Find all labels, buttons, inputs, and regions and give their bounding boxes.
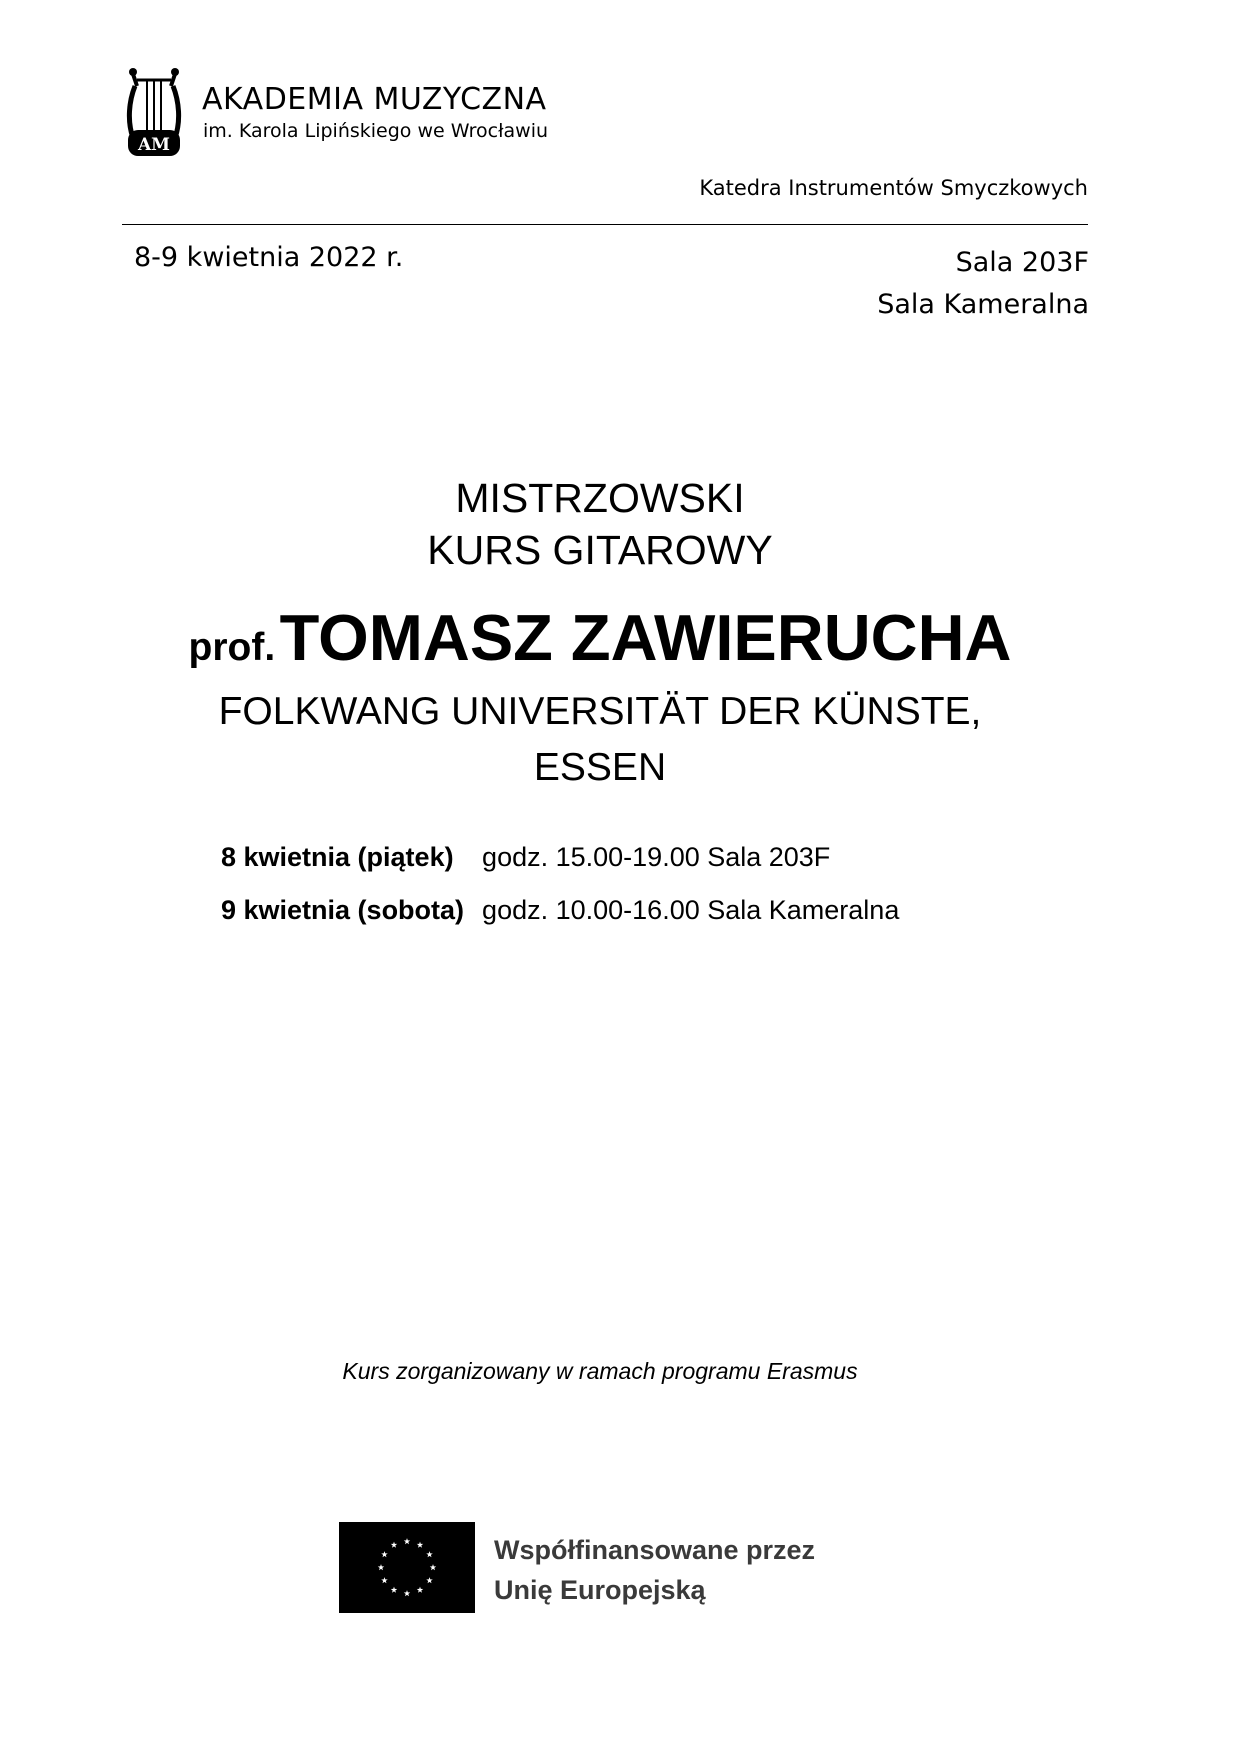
instructor-prefix: prof. <box>188 626 276 669</box>
institution-subtitle: im. Karola Lipińskiego we Wrocławiu <box>203 120 549 142</box>
schedule-details: godz. 10.00-16.00 Sala Kameralna <box>482 895 900 925</box>
event-date: 8-9 kwietnia 2022 r. <box>134 242 404 273</box>
schedule-table <box>221 842 899 948</box>
instructor-affiliation <box>0 684 1200 796</box>
venue-item: Sala 203F <box>955 247 1089 278</box>
venue-item: Sala Kameralna <box>877 289 1089 320</box>
affiliation-line: FOLKWANG UNIVERSITÄT DER KÜNSTE, <box>218 690 982 733</box>
affiliation-line: ESSEN <box>533 746 667 789</box>
title-line: MISTRZOWSKI <box>455 475 745 521</box>
schedule-row <box>221 842 899 895</box>
logo-monogram: AM <box>137 135 171 155</box>
eu-funding-text <box>494 1530 815 1610</box>
eu-funding-line: Współfinansowane przez <box>494 1535 816 1565</box>
schedule-details: godz. 15.00-19.00 Sala 203F <box>482 842 831 872</box>
schedule-row <box>221 895 899 948</box>
course-title <box>0 472 1200 576</box>
lyre-logo-icon <box>123 66 185 158</box>
title-line: KURS GITAROWY <box>427 527 773 573</box>
venue-list <box>877 242 1089 326</box>
schedule-day: 8 kwietnia (piątek) <box>221 842 454 872</box>
department-name: Katedra Instrumentów Smyczkowych <box>699 176 1088 200</box>
eu-funding-line: Unię Europejską <box>494 1575 706 1605</box>
erasmus-note: Kurs zorganizowany w ramach programu Erasmus <box>342 1358 858 1384</box>
eu-flag-icon <box>339 1522 475 1613</box>
instructor-name-line <box>0 600 1200 675</box>
institution-name: AKADEMIA MUZYCZNA <box>202 82 547 117</box>
schedule-day: 9 kwietnia (sobota) <box>221 895 465 925</box>
instructor-name: TOMASZ ZAWIERUCHA <box>279 601 1012 674</box>
header-divider <box>122 224 1088 225</box>
